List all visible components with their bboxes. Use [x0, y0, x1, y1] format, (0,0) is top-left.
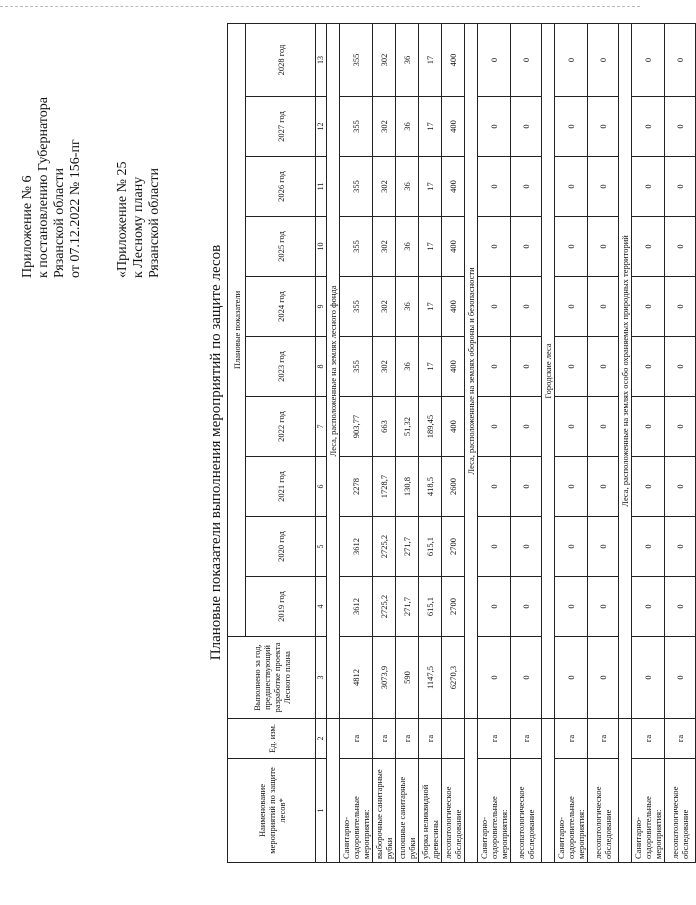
section-title: Леса, расположенные на землях лесного фонда — [327, 23, 340, 718]
cell-done: 0 — [665, 637, 696, 719]
cell-value: 36 — [396, 217, 419, 277]
cell-value: 0 — [555, 217, 588, 277]
cell-value: 302 — [373, 157, 396, 217]
cell-value: 0 — [588, 217, 619, 277]
header-year: 2028 год — [246, 23, 316, 96]
cell-value: 0 — [632, 517, 665, 577]
cell-value: 0 — [665, 277, 696, 337]
header-year: 2023 год — [246, 337, 316, 397]
cell-name: лесопатологическое обследование — [665, 759, 696, 863]
cell-value: 0 — [478, 337, 511, 397]
column-number: 5 — [316, 517, 327, 577]
cell-value: 0 — [478, 157, 511, 217]
header-plan: Плановые показатели — [228, 23, 246, 636]
cell-value: 0 — [511, 277, 542, 337]
cell-value: 615,1 — [419, 577, 442, 637]
column-number: 4 — [316, 577, 327, 637]
header-name: Наименование мероприятий по защите лесов* — [228, 759, 316, 863]
header-year: 2024 год — [246, 277, 316, 337]
cell-name: Санитарно-оздоровительные мероприятия: — [478, 759, 511, 863]
cell-value: 0 — [632, 23, 665, 96]
table-row — [511, 23, 542, 862]
cell-value: 130,8 — [396, 457, 419, 517]
cell-value: 17 — [419, 277, 442, 337]
column-number: 12 — [316, 97, 327, 157]
cell-value: 0 — [511, 217, 542, 277]
cell-value: 0 — [632, 157, 665, 217]
cell-unit: га — [588, 719, 619, 759]
cell-name: Санитарно-оздоровительные мероприятия: — [632, 759, 665, 863]
cell-value: 400 — [442, 217, 465, 277]
cell-value: 0 — [632, 397, 665, 457]
cell-name: Санитарно-оздоровительные мероприятия: — [340, 759, 373, 863]
cell-value: 302 — [373, 23, 396, 96]
cell-value: 0 — [555, 337, 588, 397]
cell-value: 0 — [555, 157, 588, 217]
forest-plan-header — [115, 162, 163, 279]
header-line: Рязанской области — [147, 167, 162, 278]
section-spacer — [542, 719, 555, 863]
cell-value: 0 — [555, 397, 588, 457]
cell-value: 2600 — [442, 457, 465, 517]
cell-done: 4812 — [340, 637, 373, 719]
cell-value: 189,45 — [419, 397, 442, 457]
cell-value: 0 — [632, 337, 665, 397]
cell-unit: га — [340, 719, 373, 759]
header-year: 2026 год — [246, 157, 316, 217]
cell-name: выборочные санитарные рубки — [373, 759, 396, 863]
cell-done: 3073,9 — [373, 637, 396, 719]
cell-value: 400 — [442, 397, 465, 457]
cell-done: 1147,5 — [419, 637, 442, 719]
table-row — [478, 23, 511, 862]
cell-value: 0 — [588, 337, 619, 397]
cell-value: 36 — [396, 337, 419, 397]
column-number: 2 — [316, 719, 327, 759]
cell-unit: га — [478, 719, 511, 759]
cell-value: 0 — [632, 457, 665, 517]
header-done: Выполнено за год, предшествующий разработке проекта Лесного плана — [228, 637, 316, 719]
table-row — [632, 23, 665, 862]
cell-value: 0 — [478, 217, 511, 277]
cell-value: 0 — [478, 457, 511, 517]
table-row — [419, 23, 442, 862]
table-row — [373, 23, 396, 862]
forest-protection-table — [227, 23, 696, 863]
cell-value: 271,7 — [396, 517, 419, 577]
cell-value: 17 — [419, 157, 442, 217]
header-line: к постановлению Губернатора — [36, 97, 51, 278]
header-year: 2019 год — [246, 577, 316, 637]
cell-value: 0 — [478, 577, 511, 637]
cell-value: 1728,7 — [373, 457, 396, 517]
cell-value: 355 — [340, 97, 373, 157]
cell-value: 0 — [555, 97, 588, 157]
cell-value: 17 — [419, 23, 442, 96]
cell-value: 36 — [396, 97, 419, 157]
cell-value: 0 — [555, 457, 588, 517]
section-title: Леса, расположенные на землях обороны и безопасности — [465, 23, 478, 718]
table-row — [588, 23, 619, 862]
section-row — [465, 23, 478, 862]
cell-value: 302 — [373, 337, 396, 397]
section-title: Городские леса — [542, 23, 555, 718]
cell-unit: га — [419, 719, 442, 759]
header-year: 2020 год — [246, 517, 316, 577]
cell-unit: га — [373, 719, 396, 759]
cell-value: 36 — [396, 23, 419, 96]
cell-done: 0 — [555, 637, 588, 719]
header-year: 2022 год — [246, 397, 316, 457]
cell-value: 0 — [478, 397, 511, 457]
header-line: Рязанской области — [52, 167, 67, 278]
header-line: Приложение № 6 — [20, 175, 35, 278]
cell-value: 0 — [632, 577, 665, 637]
cell-value: 0 — [665, 157, 696, 217]
cell-value: 36 — [396, 277, 419, 337]
cell-value: 2278 — [340, 457, 373, 517]
cell-value: 0 — [588, 457, 619, 517]
section-row — [542, 23, 555, 862]
section-row — [619, 23, 632, 862]
section-spacer — [465, 719, 478, 863]
table-row — [396, 23, 419, 862]
cell-value: 302 — [373, 277, 396, 337]
cell-unit: га — [632, 719, 665, 759]
cell-value: 0 — [478, 97, 511, 157]
cell-value: 355 — [340, 337, 373, 397]
cell-value: 355 — [340, 23, 373, 96]
cell-value: 0 — [555, 23, 588, 96]
column-number: 13 — [316, 23, 327, 96]
cell-value: 0 — [632, 97, 665, 157]
cell-value: 903,77 — [340, 397, 373, 457]
cell-done: 0 — [478, 637, 511, 719]
cell-value: 0 — [511, 97, 542, 157]
cell-name: сплошные санитарные рубки — [396, 759, 419, 863]
cell-value: 400 — [442, 97, 465, 157]
cell-value: 302 — [373, 217, 396, 277]
cell-value: 0 — [665, 23, 696, 96]
cell-value: 355 — [340, 217, 373, 277]
cell-value: 663 — [373, 397, 396, 457]
table-row — [442, 23, 465, 862]
cell-value: 0 — [665, 397, 696, 457]
cell-value: 302 — [373, 97, 396, 157]
header-line: от 07.12.2022 № 156-пг — [68, 139, 83, 278]
section-spacer — [327, 719, 340, 863]
cell-name: уборка неликвидной древесины — [419, 759, 442, 863]
cell-value: 51,32 — [396, 397, 419, 457]
cell-value: 0 — [665, 337, 696, 397]
column-number: 11 — [316, 157, 327, 217]
cell-value: 615,1 — [419, 517, 442, 577]
cell-name: лесопатологическое обследование — [442, 759, 465, 863]
cell-done: 0 — [588, 637, 619, 719]
cell-unit: га — [511, 719, 542, 759]
cell-value: 0 — [588, 517, 619, 577]
cell-value: 0 — [588, 397, 619, 457]
cell-unit: га — [555, 719, 588, 759]
cell-value: 0 — [665, 217, 696, 277]
cell-value: 2700 — [442, 517, 465, 577]
cell-value: 0 — [588, 577, 619, 637]
table-row — [555, 23, 588, 862]
table-row — [665, 23, 696, 862]
cell-done: 0 — [632, 637, 665, 719]
cell-value: 0 — [511, 397, 542, 457]
header-unit: Ед. изм. — [228, 719, 316, 759]
cell-value: 2725,2 — [373, 517, 396, 577]
appendix-header — [20, 97, 84, 278]
cell-value: 0 — [511, 337, 542, 397]
column-number: 7 — [316, 397, 327, 457]
column-number: 1 — [316, 759, 327, 863]
cell-value: 0 — [555, 517, 588, 577]
cell-value: 2700 — [442, 577, 465, 637]
cell-value: 271,7 — [396, 577, 419, 637]
cell-value: 0 — [478, 277, 511, 337]
cell-value: 3612 — [340, 517, 373, 577]
table-row — [340, 23, 373, 862]
header-year: 2027 год — [246, 97, 316, 157]
cell-unit: га — [396, 719, 419, 759]
cell-name: лесопатологическое обследование — [588, 759, 619, 863]
cell-value: 0 — [588, 157, 619, 217]
cell-value: 0 — [511, 577, 542, 637]
column-number: 3 — [316, 637, 327, 719]
cell-value: 0 — [588, 277, 619, 337]
column-number: 6 — [316, 457, 327, 517]
cell-value: 0 — [555, 277, 588, 337]
cell-value: 418,5 — [419, 457, 442, 517]
header-year: 2025 год — [246, 217, 316, 277]
column-number: 10 — [316, 217, 327, 277]
cell-value: 0 — [478, 517, 511, 577]
cell-value: 0 — [511, 517, 542, 577]
section-row — [327, 23, 340, 862]
cell-done: 590 — [396, 637, 419, 719]
cell-value: 355 — [340, 277, 373, 337]
cell-done: 0 — [511, 637, 542, 719]
header-year: 2021 год — [246, 457, 316, 517]
section-title: Леса, расположенные на землях особо охраняемых природных территорий — [619, 23, 632, 718]
cell-unit: га — [665, 719, 696, 759]
cell-value: 0 — [511, 457, 542, 517]
section-spacer — [619, 719, 632, 863]
cell-value: 400 — [442, 277, 465, 337]
cell-value: 0 — [588, 97, 619, 157]
cell-value: 0 — [588, 23, 619, 96]
cell-value: 0 — [478, 23, 511, 96]
cell-value: 400 — [442, 23, 465, 96]
cell-value: 3612 — [340, 577, 373, 637]
cell-value: 2725,2 — [373, 577, 396, 637]
cell-value: 17 — [419, 337, 442, 397]
cell-value: 0 — [555, 577, 588, 637]
header-line: «Приложение № 25 — [115, 161, 130, 278]
header-line: к Лесному плану — [131, 176, 146, 278]
cell-value: 0 — [665, 97, 696, 157]
cell-name: Санитарно-оздоровительные мероприятия: — [555, 759, 588, 863]
cell-value: 355 — [340, 157, 373, 217]
cell-value: 17 — [419, 97, 442, 157]
column-number: 8 — [316, 337, 327, 397]
cell-name: лесопатологическое обследование — [511, 759, 542, 863]
document-title: Плановые показатели выполнения мероприятий по защите лесов — [208, 244, 224, 661]
cell-value: 0 — [511, 157, 542, 217]
cell-value: 0 — [511, 23, 542, 96]
cell-value: 0 — [632, 277, 665, 337]
cell-unit — [442, 719, 465, 759]
cell-done: 6270,3 — [442, 637, 465, 719]
cell-value: 0 — [632, 217, 665, 277]
cell-value: 17 — [419, 217, 442, 277]
column-number: 9 — [316, 277, 327, 337]
cell-value: 0 — [665, 577, 696, 637]
cell-value: 400 — [442, 157, 465, 217]
cell-value: 36 — [396, 157, 419, 217]
cell-value: 400 — [442, 337, 465, 397]
cell-value: 0 — [665, 457, 696, 517]
cell-value: 0 — [665, 517, 696, 577]
